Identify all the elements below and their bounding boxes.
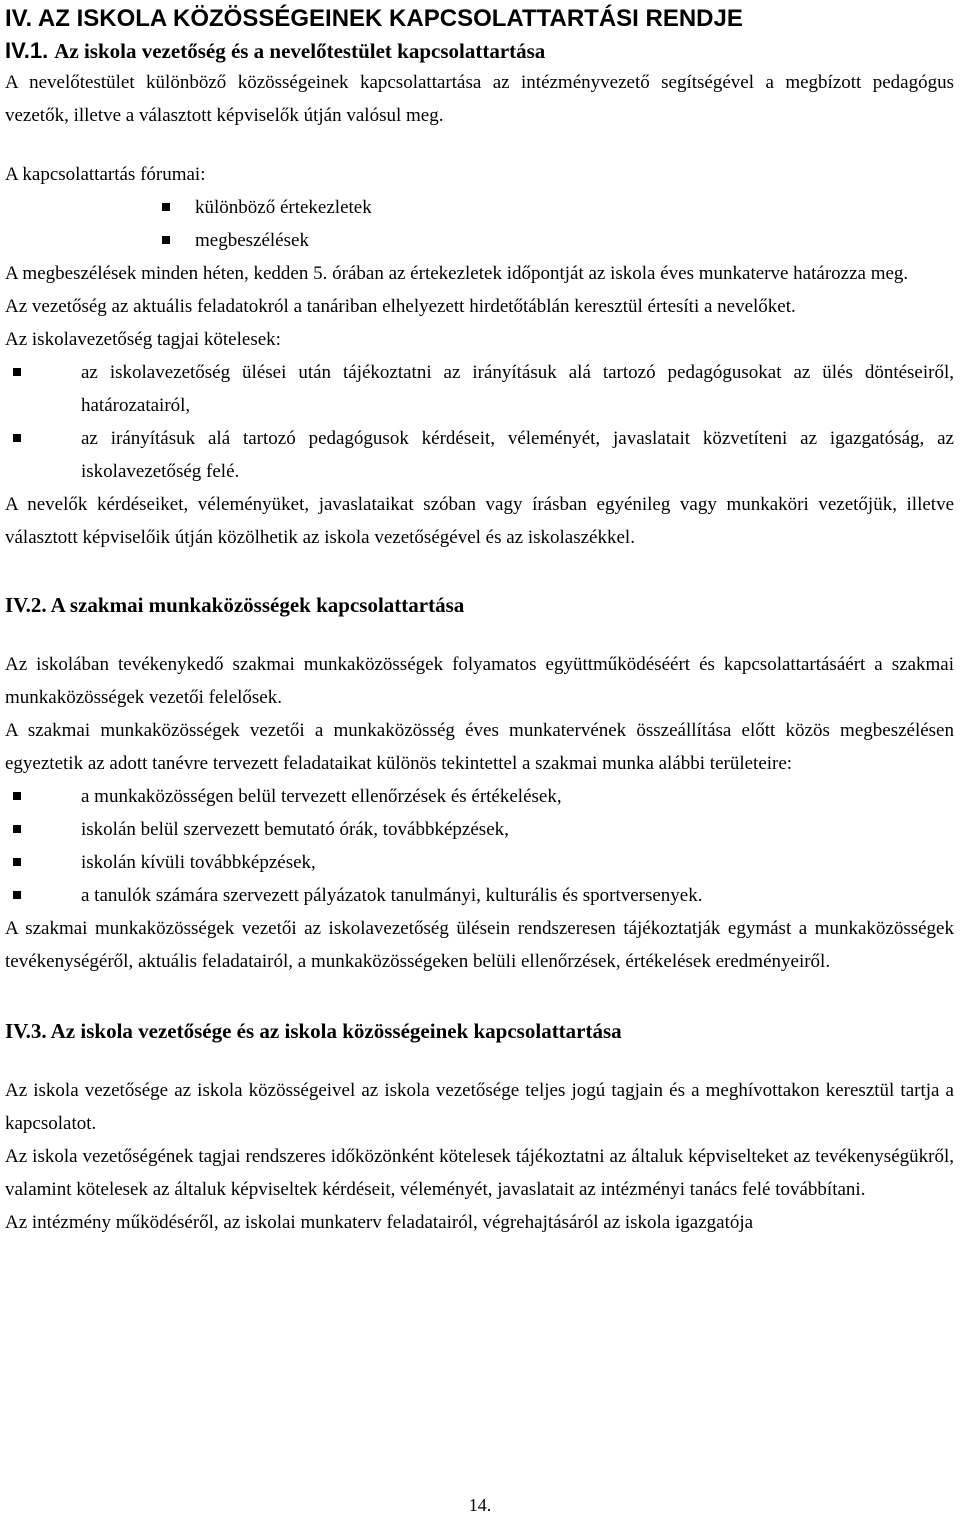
square-bullet-icon: [13, 368, 21, 376]
section-2-title: A szakmai munkaközösségek kapcsolattartása: [50, 593, 465, 617]
section-3-number: IV.3.: [5, 1019, 47, 1043]
section-1-number: IV.1.: [5, 38, 49, 63]
list-item-text: a tanulók számára szervezett pályázatok tanulmányi, kulturális és sportversenyek.: [81, 885, 703, 906]
square-bullet-icon: [13, 891, 21, 899]
section-1-paragraph-1: A nevelőtestület különböző közösségeinek kapcsolattartása az intézményvezető segítségével a megbízott pedagógus vezetők, illetve a választott képviselők útján valósul meg.: [5, 72, 954, 126]
list-item-text: a munkaközösségen belül tervezett ellenőrzések és értékelések,: [81, 786, 562, 807]
areas-list: [5, 780, 954, 912]
section-2-paragraph-2: A szakmai munkaközösségek vezetői a munkaközösség éves munkatervének összeállítása előtt közös megbeszélésen egyeztetik az adott tanévre tervezett feladataikat különös tekintettel a szakmai munka alábbi területeire:: [5, 720, 954, 774]
list-item-text: iskolán kívüli továbbképzések,: [81, 852, 316, 873]
list-item-text: az iskolavezetőség ülései után tájékoztatni az irányításuk alá tartozó pedagógusokat az ülés döntéseiről, határozatairól,: [81, 362, 954, 416]
section-1-forums-intro: A kapcsolattartás fórumai:: [5, 164, 206, 185]
section-1-paragraph-4: Az vezetőség az aktuális feladatokról a tanáriban elhelyezett hirdetőtáblán keresztül értesíti a nevelőket.: [5, 296, 796, 317]
page-number: 14.: [468, 1495, 492, 1515]
section-2-paragraph-1: Az iskolában tevékenykedő szakmai munkaközösségek folyamatos együttműködéséért és kapcsolattartásáért a szakmai munkaközösségek vezetői felelősek.: [5, 654, 954, 708]
square-bullet-icon: [13, 792, 21, 800]
forums-list: [5, 191, 954, 257]
section-1-title: Az iskola vezetőség és a nevelőtestület kapcsolattartása: [54, 39, 546, 63]
list-item-text: iskolán belül szervezett bemutató órák, továbbképzések,: [81, 819, 509, 840]
list-item: [5, 846, 954, 879]
section-1-heading: [5, 36, 954, 66]
list-item: [5, 780, 954, 813]
list-item: [5, 422, 954, 488]
list-item: [5, 356, 954, 422]
square-bullet-icon: [162, 236, 170, 244]
list-item-text: az irányításuk alá tartozó pedagógusok kérdéseit, véleményét, javaslatait közvetíteni az igazgatóság, az iskolavezetőség felé.: [81, 428, 954, 482]
section-3-title: Az iskola vezetősége és az iskola közösségeinek kapcsolattartása: [50, 1019, 622, 1043]
section-2-paragraph-3: A szakmai munkaközösségek vezetői az iskolavezetőség ülésein rendszeresen tájékoztatják egymást a munkaközösségek tevékenységéről, aktuális feladatairól, a munkaközösségeken belüli ellenőrzések, értékelések eredményeiről.: [5, 918, 954, 972]
section-1-paragraph-3: A megbeszélések minden héten, kedden 5. órában az értekezletek időpontját az iskola éves munkaterve határozza meg.: [5, 263, 909, 284]
square-bullet-icon: [13, 825, 21, 833]
section-2-number: IV.2.: [5, 593, 47, 617]
square-bullet-icon: [162, 203, 170, 211]
list-item-text: különböző értekezletek: [195, 197, 372, 218]
section-2-heading: [5, 588, 954, 622]
list-item: [5, 813, 954, 846]
list-item: [5, 879, 954, 912]
section-3-paragraph-1: Az iskola vezetősége az iskola közösségeivel az iskola vezetősége teljes jogú tagjain és a meghívottakon keresztül tartja a kapcsolatot.: [5, 1080, 954, 1134]
square-bullet-icon: [13, 858, 21, 866]
duties-list: [5, 356, 954, 488]
section-3-paragraph-2: Az iskola vezetőségének tagjai rendszeres időközönként kötelesek tájékoztatni az általuk képviselteket az tevékenységükről, valamint kötelesek az általuk képviseltek kérdéseit, véleményét, javaslatait az intézményi tanács felé továbbítani.: [5, 1146, 954, 1200]
document-title: IV. AZ ISKOLA KÖZÖSSÉGEINEK KAPCSOLATTARTÁSI RENDJE: [5, 5, 743, 32]
section-1-paragraph-6: A nevelők kérdéseiket, véleményüket, javaslataikat szóban vagy írásban egyénileg vagy munkaköri vezetőjük, illetve választott képviselőik útján közölhetik az iskola vezetőségével és az iskolaszékkel.: [5, 494, 954, 548]
section-3-heading: [5, 1014, 954, 1048]
section-1-duties-intro: Az iskolavezetőség tagjai kötelesek:: [5, 329, 281, 350]
list-item: [5, 224, 954, 257]
list-item: [5, 191, 954, 224]
list-item-text: megbeszélések: [195, 230, 309, 251]
square-bullet-icon: [13, 434, 21, 442]
section-3-paragraph-3: Az intézmény működéséről, az iskolai munkaterv feladatairól, végrehajtásáról az iskola igazgatója: [5, 1212, 754, 1233]
